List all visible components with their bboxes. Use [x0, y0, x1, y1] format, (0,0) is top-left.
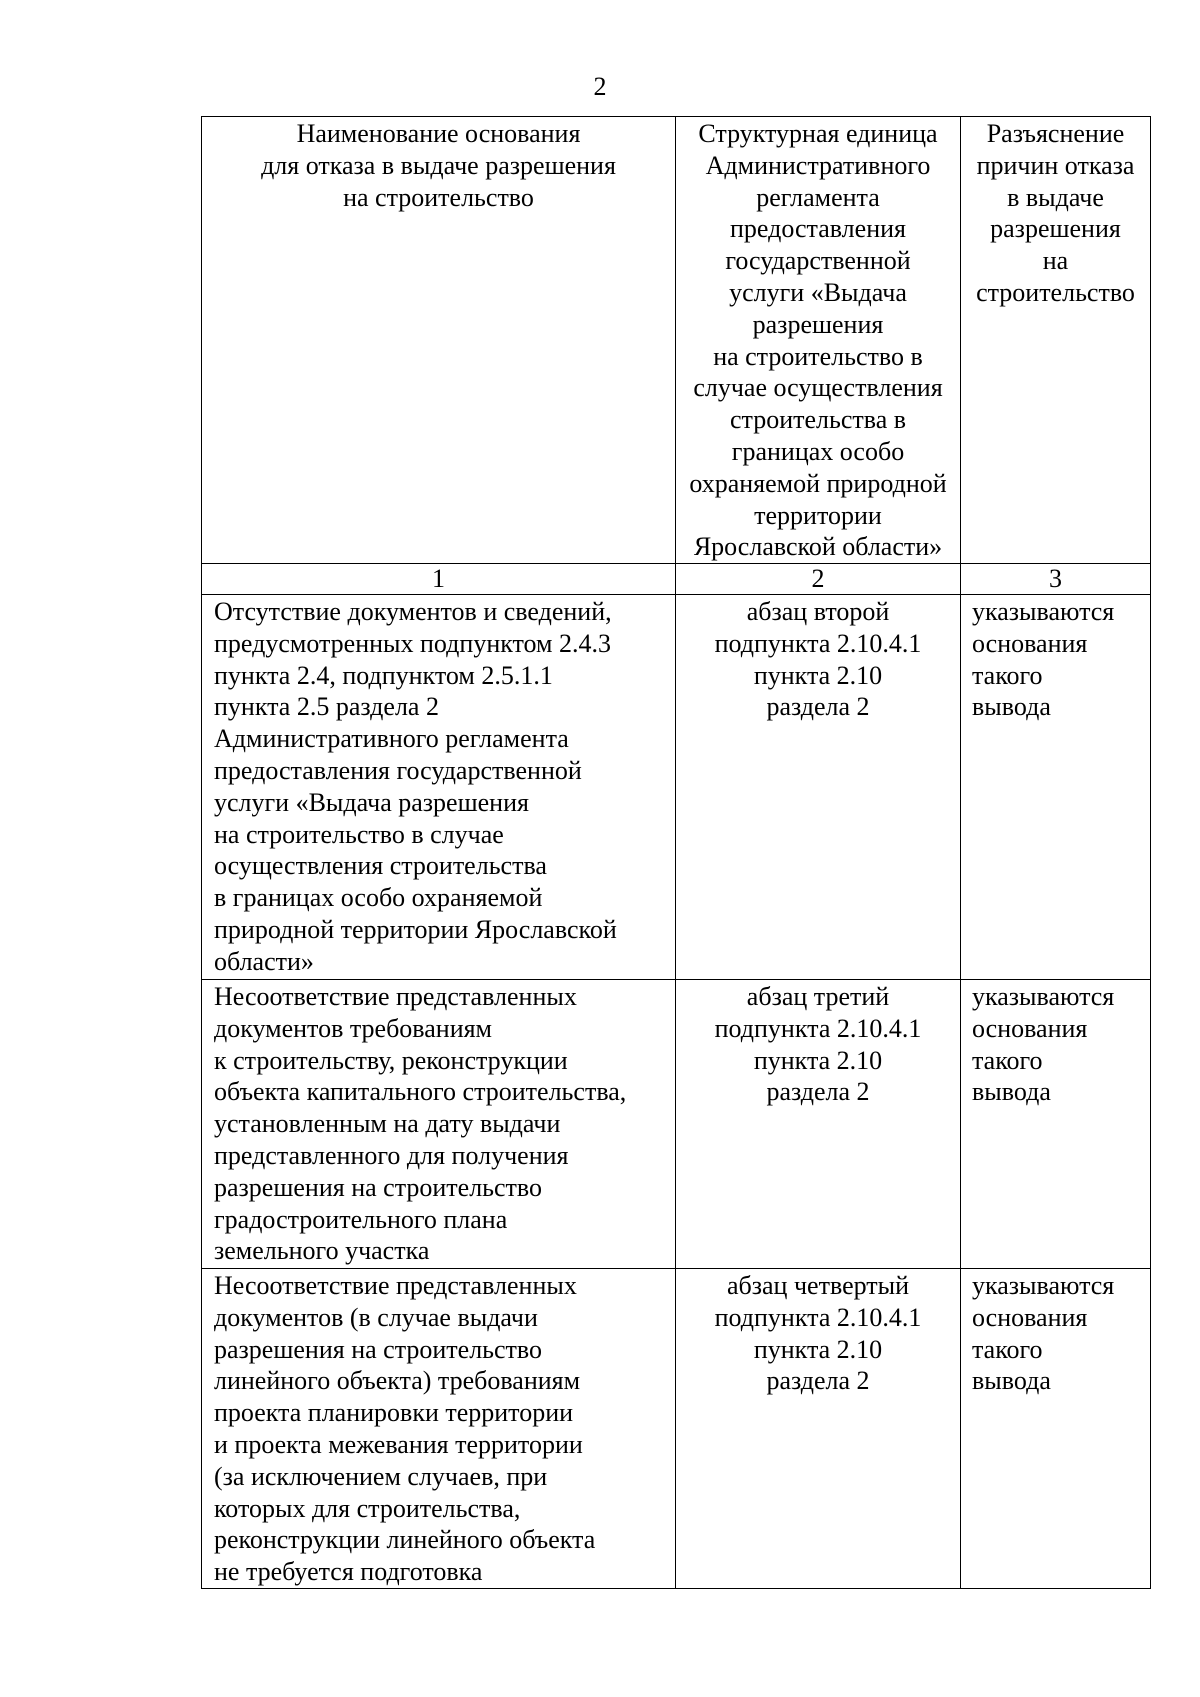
header-cell-explanation [961, 117, 1151, 564]
table-row [202, 1269, 1151, 1589]
table-row [202, 595, 1151, 980]
basis-text: Несоответствие представленных документов требованиям к строительству, реконструкции объекта капитального строительства, установленным на дату выдачи представленного для получения разрешения на строительство градостроительного плана земельного участка [214, 982, 627, 1266]
unit-cell [676, 980, 961, 1269]
header-table [201, 116, 1151, 564]
column-number-1: 1 [202, 564, 676, 595]
column-number-row [202, 564, 1151, 595]
header-explanation-text: Разъяснение причин отказа в выдаче разрешения на строительство [976, 119, 1135, 307]
basis-cell [202, 595, 676, 980]
table-row [202, 980, 1151, 1269]
unit-cell [676, 1269, 961, 1589]
header-cell-unit [676, 117, 961, 564]
basis-text: Отсутствие документов и сведений, предусмотренных подпунктом 2.4.3 пункта 2.4, подпунктом 2.5.1.1 пункта 2.5 раздела 2 Административного регламента предоставления государственной услуги «Выдача разрешения на строительство в случае осуществления строительства в границах особо охраняемой природной территории Ярославской области» [214, 597, 617, 976]
explanation-text: указываются основания такого вывода [972, 982, 1115, 1107]
unit-text: абзац второй подпункта 2.10.4.1 пункта 2.10 раздела 2 [714, 597, 922, 722]
header-basis-text: Наименование основания для отказа в выдаче разрешения на строительство [261, 119, 616, 212]
page-number: 2 [593, 72, 607, 101]
header-unit-text: Структурная единица Административного регламента предоставления государственной услуги «Выдача разрешения на строительство в случае осуществления строительства в границах особо охраняемой природной территории Ярославской области» [689, 119, 947, 562]
header-cell-basis [202, 117, 676, 564]
basis-cell [202, 980, 676, 1269]
explanation-cell [961, 980, 1151, 1269]
unit-cell [676, 595, 961, 980]
unit-text: абзац четвертый подпункта 2.10.4.1 пункта 2.10 раздела 2 [714, 1271, 922, 1396]
basis-cell [202, 1269, 676, 1589]
basis-text: Несоответствие представленных документов (в случае выдачи разрешения на строительство линейного объекта) требованиям проекта планировки территории и проекта межевания территории (за исключением случаев, при которых для строительства, реконструкции линейного объекта не требуется подготовка [214, 1271, 596, 1587]
column-number-3: 3 [961, 564, 1151, 595]
explanation-text: указываются основания такого вывода [972, 1271, 1115, 1396]
unit-text: абзац третий подпункта 2.10.4.1 пункта 2.10 раздела 2 [714, 982, 922, 1107]
explanation-cell [961, 595, 1151, 980]
table-header-row [202, 117, 1151, 564]
body-table [201, 563, 1151, 1589]
column-number-2: 2 [676, 564, 961, 595]
explanation-text: указываются основания такого вывода [972, 597, 1115, 722]
explanation-cell [961, 1269, 1151, 1589]
